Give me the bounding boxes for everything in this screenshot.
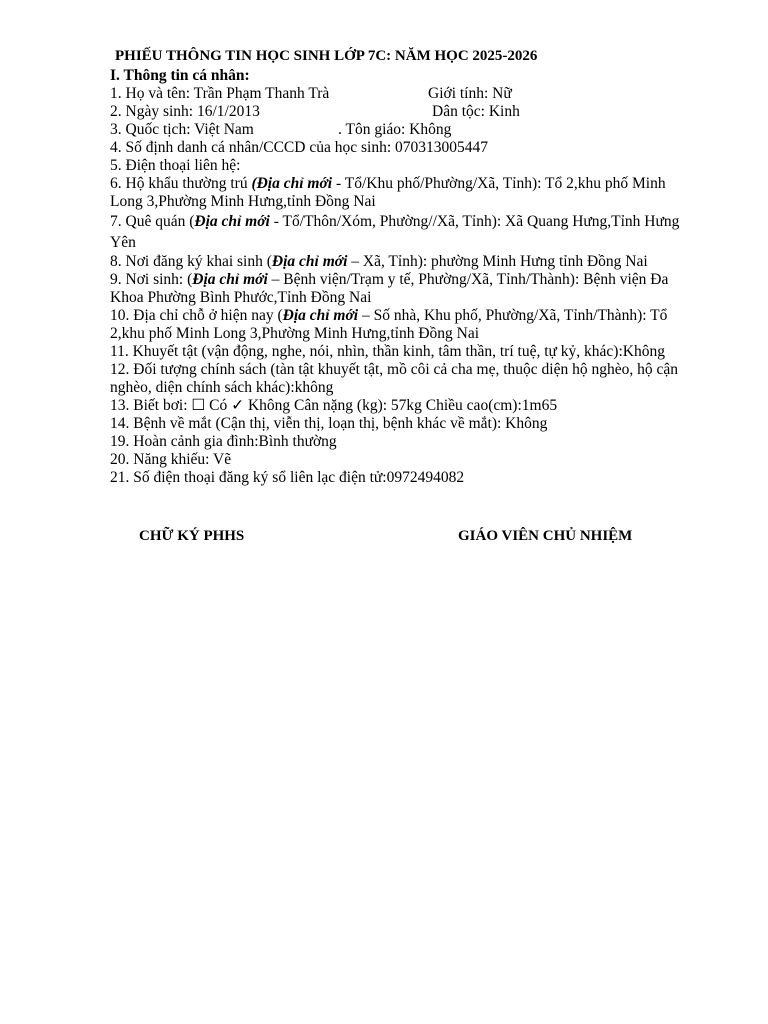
current-address-value: – Số nhà, Khu phố, Phường/Xã, Tỉnh/Thành): Tổ 2,khu phố Minh Long 3,Phường Minh Hưng,tỉnh Đồng Nai — [110, 307, 668, 342]
current-address-prefix: 10. Địa chỉ chỗ ở hiện nay ( — [110, 307, 283, 324]
line-eye-condition: 14. Bệnh về mắt (Cận thị, viễn thị, loạn thị, bệnh khác về mắt): Không — [110, 415, 548, 432]
line-name — [110, 85, 700, 103]
current-address-new-address-label: Địa chỉ mới — [282, 307, 359, 324]
line-birth-registration — [110, 253, 700, 271]
line-nationality — [110, 121, 700, 139]
line-disability: 11. Khuyết tật (vận động, nghe, nói, nhìn, thần kinh, tâm thần, trí tuệ, tự kỷ, khác):Không — [110, 343, 665, 360]
hometown-new-address-label: Địa chỉ mới — [194, 213, 270, 230]
line-policy-group: 12. Đối tượng chính sách (tàn tật khuyết tật, mồ côi cả cha mẹ, thuộc diện hộ nghèo, hộ cận nghèo, diện chính sách khác):không — [110, 361, 678, 396]
birthplace-new-address-label: Địa chỉ mới — [192, 271, 268, 288]
section-heading: I. Thông tin cá nhân: — [110, 67, 250, 84]
residence-new-address-label: (Địa chỉ mới — [251, 175, 333, 192]
hometown-value: - Tổ/Thôn/Xóm, Phường//Xã, Tỉnh): Xã Quang Hưng,Tỉnh Hưng Yên — [110, 213, 680, 251]
line-current-address — [110, 307, 700, 343]
birth-registration-new-address-label: Địa chỉ mới — [271, 253, 348, 270]
student-name: 1. Họ và tên: Trần Phạm Thanh Trà — [110, 85, 330, 102]
line-id-number: 4. Số định danh cá nhân/CCCD của học sinh: 070313005447 — [110, 139, 488, 156]
student-nationality: 3. Quốc tịch: Việt Nam — [110, 121, 254, 138]
line-birthplace — [110, 271, 700, 307]
document-title: PHIẾU THÔNG TIN HỌC SINH LỚP 7C: NĂM HỌC 2025-2026 — [115, 48, 538, 64]
line-phone: 5. Điện thoại liên hệ: — [110, 157, 241, 174]
student-religion: . Tôn giáo: Không — [338, 121, 452, 138]
student-gender: Giới tính: Nữ — [428, 85, 512, 102]
hometown-prefix: 7. Quê quán ( — [110, 213, 195, 230]
residence-prefix: 6. Hộ khẩu thường trú — [110, 175, 252, 192]
birth-registration-prefix: 8. Nơi đăng ký khai sinh ( — [110, 253, 272, 270]
student-dob: 2. Ngày sinh: 16/1/2013 — [110, 103, 260, 120]
residence-value: - Tổ/Khu phố/Phường/Xã, Tỉnh): Tổ 2,khu phố Minh Long 3,Phường Minh Hưng,tỉnh Đồng Nai — [110, 175, 666, 210]
line-family-situation: 19. Hoàn cảnh gia đình:Bình thường — [110, 433, 337, 450]
line-dob — [110, 103, 700, 121]
parent-signature-label: CHỮ KÝ PHHS — [139, 528, 245, 544]
line-residence — [110, 175, 700, 211]
teacher-signature-label: GIÁO VIÊN CHỦ NHIỆM — [458, 528, 633, 544]
birth-registration-value: – Xã, Tỉnh): phường Minh Hưng tỉnh Đồng Nai — [347, 253, 648, 270]
student-ethnicity: Dân tộc: Kinh — [432, 103, 520, 120]
birthplace-prefix: 9. Nơi sinh: ( — [110, 271, 193, 288]
line-contact-phone: 21. Số điện thoại đăng ký sổ liên lạc điện tử:0972494082 — [110, 469, 465, 486]
line-talent: 20. Năng khiếu: Vẽ — [110, 451, 232, 468]
line-hometown — [110, 211, 700, 253]
line-swimming-height-weight: 13. Biết bơi: ☐ Có ✓ Không Cân nặng (kg): 57kg Chiều cao(cm):1m65 — [110, 397, 558, 414]
birthplace-value: – Bệnh viện/Trạm y tế, Phường/Xã, Tỉnh/Thành): Bệnh viện Đa Khoa Phường Bình Phước,Tỉnh Đồng Nai — [110, 271, 669, 306]
document-body — [110, 67, 700, 487]
